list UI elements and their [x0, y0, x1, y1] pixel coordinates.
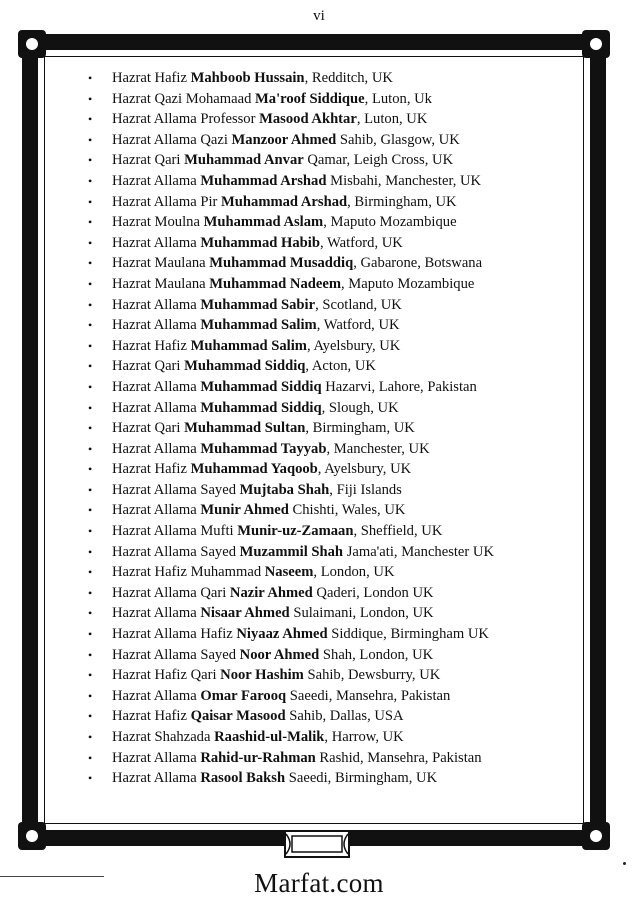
bullet-icon: •	[88, 709, 93, 724]
entry-name: Muhammad Sabir	[200, 296, 316, 313]
entry-prefix: Hazrat Allama	[112, 399, 201, 416]
entry-suffix: , Luton, UK	[356, 111, 428, 128]
list-item	[88, 603, 588, 624]
entry-prefix: Hazrat Allama	[112, 234, 201, 251]
entry-suffix: , Scotland, UK	[315, 296, 402, 313]
bullet-icon: •	[88, 503, 93, 518]
list-item	[88, 624, 588, 645]
bullet-icon: •	[88, 132, 93, 147]
entry-name: Muhammad Habib	[200, 234, 320, 251]
bullet-icon: •	[88, 771, 93, 786]
entry-name: Raashid-ul-Malik	[214, 729, 325, 745]
bullet-icon: •	[88, 297, 93, 312]
scan-artifact-speck	[623, 862, 626, 865]
entry-suffix: Hazarvi, Lahore, Pakistan	[321, 378, 477, 395]
bullet-icon: •	[88, 730, 93, 744]
entry-suffix: , Ayelsbury, UK	[317, 461, 412, 478]
entry-prefix: Hazrat Hafiz	[112, 708, 191, 725]
entry-suffix: , Birmingham, UK	[347, 193, 457, 210]
entry-suffix: , Gabarone, Botswana	[353, 255, 483, 272]
entry-name: Niyaaz Ahmed	[236, 626, 328, 643]
list-item	[88, 542, 588, 563]
entry-suffix: , Redditch, UK	[304, 70, 393, 86]
list-item	[88, 253, 588, 274]
list-item	[88, 645, 588, 666]
entry-prefix: Hazrat Hafiz	[112, 337, 191, 354]
entry-name: Muhammad Tayyab	[200, 440, 327, 457]
entry-name: Naseem	[264, 564, 314, 581]
entry-suffix: Sulaimani, London, UK	[289, 605, 434, 622]
entry-suffix: Saeedi, Mansehra, Pakistan	[286, 687, 451, 704]
entry-suffix: , Ayelsbury, UK	[306, 337, 401, 354]
entry-name: Ma'roof Siddique	[255, 90, 365, 107]
entry-suffix: Jama'ati, Manchester UK	[343, 543, 494, 560]
entry-prefix: Hazrat Allama Hafiz	[112, 626, 237, 643]
entry-prefix: Hazrat Allama Sayed	[112, 543, 240, 560]
entry-name: Muhammad Salim	[190, 337, 307, 354]
entry-prefix: Hazrat Maulana	[112, 255, 210, 272]
entry-prefix: Hazrat Allama Qazi	[112, 131, 232, 148]
entry-prefix: Hazrat Allama	[112, 502, 201, 519]
bullet-icon: •	[88, 750, 93, 765]
corner-ornament-top-left	[18, 30, 46, 58]
entry-name: Masood Akhtar	[259, 111, 357, 128]
bullet-icon: •	[88, 565, 93, 580]
entry-prefix: Hazrat Allama Professor	[112, 111, 260, 128]
bullet-icon: •	[88, 194, 93, 209]
list-item	[88, 727, 588, 748]
bullet-icon: •	[88, 215, 93, 230]
entry-suffix: Siddique, Birmingham UK	[327, 626, 489, 643]
list-item	[88, 192, 588, 213]
list-item	[88, 356, 588, 377]
list-item	[88, 212, 588, 233]
bullet-icon: •	[88, 359, 93, 374]
entry-name: Munir Ahmed	[200, 502, 289, 519]
entry-suffix: , Maputo Mozambique	[341, 275, 475, 292]
entry-name: Rahid-ur-Rahman	[200, 749, 316, 766]
entry-name: Muhammad Anvar	[184, 152, 304, 169]
entry-prefix: Hazrat Hafiz Muhammad	[112, 564, 265, 581]
watermark: Marfat.com	[254, 868, 384, 898]
entry-name: Munir-uz-Zamaan	[237, 523, 354, 540]
entry-name: Muhammad Siddiq	[200, 378, 322, 395]
entry-name: Manzoor Ahmed	[231, 131, 337, 148]
bullet-icon: •	[88, 421, 93, 436]
bullet-icon: •	[88, 153, 93, 168]
entry-prefix: Hazrat Allama Qari	[112, 584, 230, 601]
entry-suffix: Chishti, Wales, UK	[288, 502, 406, 519]
entry-name: Noor Hashim	[220, 667, 304, 684]
entry-prefix: Hazrat Allama	[112, 296, 201, 313]
entry-suffix: , Manchester, UK	[326, 440, 430, 457]
list-item	[88, 583, 588, 604]
entry-prefix: Hazrat Maulana	[112, 275, 210, 292]
list-item	[88, 459, 588, 480]
entry-name: Muhammad Arshad	[200, 172, 327, 189]
entry-suffix: , Luton, Uk	[364, 90, 432, 107]
entry-prefix: Hazrat Allama	[112, 172, 201, 189]
entry-name: Muhammad Arshad	[221, 193, 348, 210]
entry-suffix: , Harrow, UK	[324, 729, 404, 745]
list-item	[88, 500, 588, 521]
entry-prefix: Hazrat Hafiz	[112, 461, 191, 478]
entry-name: Muzammil Shah	[239, 543, 344, 560]
list-item	[88, 480, 588, 501]
bullet-icon: •	[88, 235, 93, 250]
entry-suffix: , Birmingham, UK	[305, 420, 415, 437]
list-item	[88, 130, 588, 151]
entry-prefix: Hazrat Qazi Mohamaad	[112, 90, 256, 107]
bullet-icon: •	[88, 482, 93, 497]
list-item	[88, 89, 588, 110]
entry-prefix: Hazrat Shahzada	[112, 729, 215, 745]
names-list	[88, 68, 588, 789]
entry-suffix: Sahib, Dallas, USA	[285, 708, 404, 725]
entry-suffix: Shah, London, UK	[319, 646, 434, 663]
list-item	[88, 398, 588, 419]
entry-suffix: Misbahi, Manchester, UK	[326, 172, 482, 189]
entry-suffix: , Maputo Mozambique	[323, 214, 457, 231]
entry-prefix: Hazrat Qari	[112, 152, 185, 169]
entry-suffix: , London, UK	[313, 564, 395, 581]
entry-prefix: Hazrat Allama Sayed	[112, 481, 240, 498]
entry-suffix: , Watford, UK	[319, 234, 403, 251]
entry-suffix: Sahib, Dewsburry, UK	[303, 667, 441, 684]
list-item	[88, 748, 588, 769]
bullet-icon: •	[88, 379, 93, 394]
entry-prefix: Hazrat Allama	[112, 770, 201, 787]
entry-suffix: Qamar, Leigh Cross, UK	[303, 152, 454, 169]
list-item	[88, 274, 588, 295]
bullet-icon: •	[88, 112, 93, 127]
bottom-center-ornament	[284, 830, 350, 858]
entry-suffix: , Acton, UK	[305, 358, 376, 375]
entry-prefix: Hazrat Allama	[112, 687, 201, 704]
entry-name: Muhammad Nadeem	[209, 275, 341, 292]
entry-suffix: , Fiji Islands	[329, 481, 402, 498]
entry-suffix: , Slough, UK	[321, 399, 399, 416]
bullet-icon: •	[88, 441, 93, 456]
entry-suffix: Qaderi, London UK	[312, 584, 434, 601]
entry-prefix: Hazrat Hafiz	[112, 70, 191, 86]
entry-name: Muhammad Salim	[200, 317, 317, 334]
entry-prefix: Hazrat Moulna	[112, 214, 204, 231]
entry-suffix: Rashid, Mansehra, Pakistan	[315, 749, 482, 766]
corner-ornament-bottom-left	[18, 822, 46, 850]
bullet-icon: •	[88, 173, 93, 188]
entry-name: Noor Ahmed	[239, 646, 320, 663]
corner-ornament-top-right	[582, 30, 610, 58]
list-item	[88, 418, 588, 439]
bullet-icon: •	[88, 400, 93, 415]
list-item	[88, 768, 588, 789]
list-item	[88, 336, 588, 357]
list-item	[88, 377, 588, 398]
list-item	[88, 68, 588, 89]
entry-prefix: Hazrat Allama	[112, 749, 201, 766]
bullet-icon: •	[88, 338, 93, 353]
scan-artifact-line	[0, 876, 104, 877]
entry-name: Mahboob Hussain	[190, 70, 305, 86]
entry-suffix: Saeedi, Birmingham, UK	[285, 770, 438, 787]
list-item	[88, 233, 588, 254]
bullet-icon: •	[88, 606, 93, 621]
entry-prefix: Hazrat Allama Pir	[112, 193, 222, 210]
entry-prefix: Hazrat Allama	[112, 317, 201, 334]
bullet-icon: •	[88, 647, 93, 662]
bullet-icon: •	[88, 276, 93, 291]
entry-name: Muhammad Siddiq	[184, 358, 306, 375]
entry-suffix: , Watford, UK	[316, 317, 400, 334]
bullet-icon: •	[88, 585, 93, 600]
entry-name: Omar Farooq	[200, 687, 287, 704]
entry-prefix: Hazrat Allama Mufti	[112, 523, 238, 540]
list-item	[88, 109, 588, 130]
entry-name: Nazir Ahmed	[229, 584, 313, 601]
entry-name: Mujtaba Shah	[239, 481, 330, 498]
bullet-icon: •	[88, 71, 93, 85]
entry-name: Muhammad Musaddiq	[209, 255, 354, 272]
entry-suffix: Sahib, Glasgow, UK	[336, 131, 460, 148]
list-item	[88, 562, 588, 583]
bullet-icon: •	[88, 524, 93, 539]
list-item	[88, 706, 588, 727]
list-item	[88, 686, 588, 707]
entry-name: Muhammad Siddiq	[200, 399, 322, 416]
list-item	[88, 150, 588, 171]
bullet-icon: •	[88, 627, 93, 642]
entry-prefix: Hazrat Allama Sayed	[112, 646, 240, 663]
page-number: vi	[313, 8, 325, 24]
bullet-icon: •	[88, 256, 93, 271]
entry-suffix: , Sheffield, UK	[353, 523, 443, 540]
list-item	[88, 171, 588, 192]
bullet-icon: •	[88, 688, 93, 703]
bullet-icon: •	[88, 318, 93, 333]
entry-prefix: Hazrat Allama	[112, 378, 201, 395]
list-item	[88, 315, 588, 336]
entry-name: Muhammad Sultan	[184, 420, 306, 437]
entry-prefix: Hazrat Hafiz Qari	[112, 667, 221, 684]
entry-name: Nisaar Ahmed	[200, 605, 290, 622]
corner-ornament-bottom-right	[582, 822, 610, 850]
bullet-icon: •	[88, 668, 93, 683]
entry-name: Rasool Baksh	[200, 770, 286, 787]
list-item	[88, 295, 588, 316]
list-item	[88, 439, 588, 460]
entry-name: Muhammad Yaqoob	[190, 461, 318, 478]
entry-name: Qaisar Masood	[190, 708, 286, 725]
list-item	[88, 521, 588, 542]
entry-prefix: Hazrat Qari	[112, 420, 185, 437]
entry-name: Muhammad Aslam	[203, 214, 324, 231]
entry-prefix: Hazrat Qari	[112, 358, 185, 375]
bullet-icon: •	[88, 462, 93, 477]
entry-prefix: Hazrat Allama	[112, 605, 201, 622]
list-item	[88, 665, 588, 686]
bullet-icon: •	[88, 544, 93, 559]
entry-prefix: Hazrat Allama	[112, 440, 201, 457]
bullet-icon: •	[88, 91, 93, 106]
